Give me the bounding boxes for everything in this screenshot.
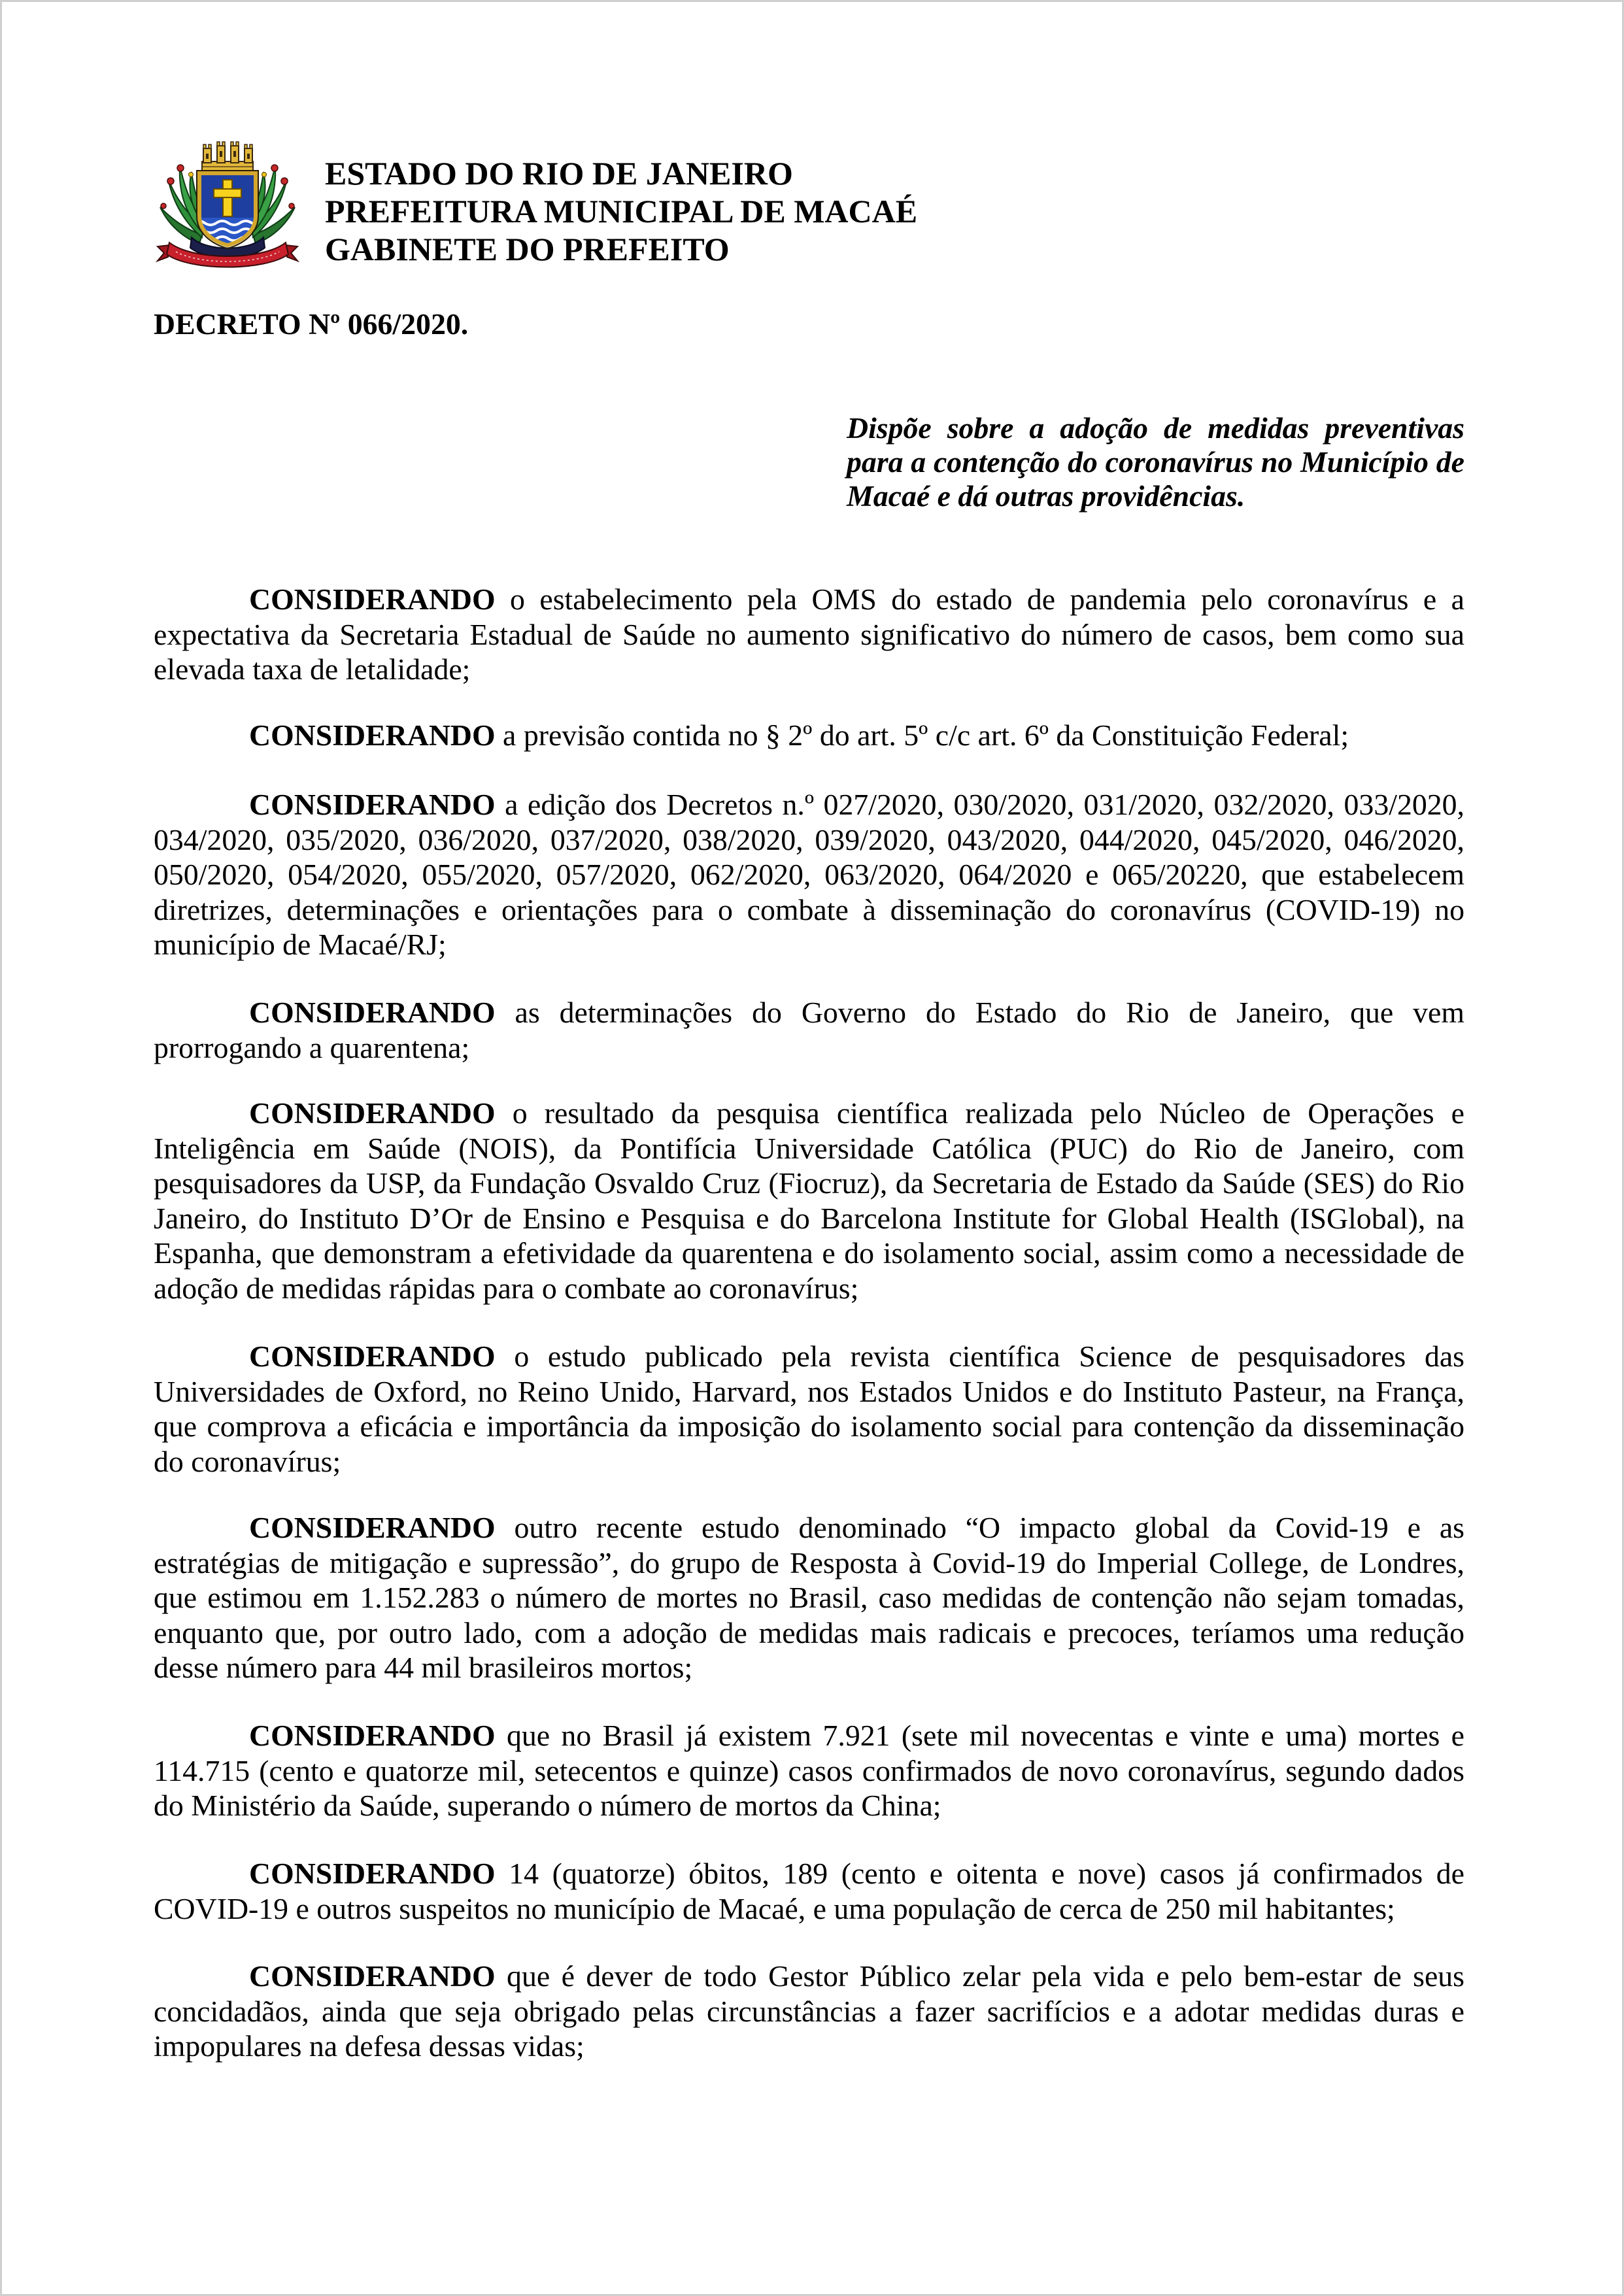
- considerando-text: o estabelecimento pela OMS do estado de pandemia pelo coronavírus e a expectativa da Secretaria Estadual de Saúde no aumento significativo do número de casos, bem como sua elevada taxa de letalidade;: [154, 582, 1464, 686]
- considerando-text: a previsão contida no § 2º do art. 5º c/c art. 6º da Constituição Federal;: [495, 718, 1349, 752]
- considerando-paragraph: [154, 1959, 1464, 2064]
- header-city-hall: PREFEITURA MUNICIPAL DE MACAÉ: [325, 193, 918, 229]
- header-state: ESTADO DO RIO DE JANEIRO: [325, 155, 793, 192]
- considerando-text: o estudo publicado pela revista científica Science de pesquisadores das Universidades de Oxford, no Reino Unido, Harvard, nos Estados Unidos e do Instituto Pasteur, na França, que comprova a eficácia e importância da imposição do isolamento social para contenção da disseminação do coronavírus;: [154, 1340, 1464, 1478]
- considerando-label: CONSIDERANDO: [249, 582, 496, 616]
- considerando-paragraph: [154, 1856, 1464, 1926]
- considerando-label: CONSIDERANDO: [249, 718, 496, 752]
- considerando-label: CONSIDERANDO: [249, 788, 496, 821]
- considerando-paragraph: [154, 1339, 1464, 1479]
- considerando-text: as determinações do Governo do Estado do Rio de Janeiro, que vem prorrogando a quarentena;: [154, 996, 1464, 1064]
- considerando-paragraph: [154, 1510, 1464, 1685]
- considerando-paragraph: [154, 787, 1464, 962]
- decree-title: DECRETO Nº 066/2020.: [154, 307, 469, 341]
- considerando-label: CONSIDERANDO: [249, 1340, 496, 1373]
- considerando-paragraph: [154, 582, 1464, 687]
- considerando-label: CONSIDERANDO: [249, 1959, 496, 1993]
- considerando-text: que é dever de todo Gestor Público zelar pela vida e pelo bem-estar de seus concidadãos, ainda que seja obrigado pelas circunstâncias a fazer sacrifícios e a adotar medidas duras e impopulares na defesa dessas vidas;: [154, 1959, 1464, 2063]
- considerando-text: 14 (quatorze) óbitos, 189 (cento e oitenta e nove) casos já confirmados de COVID-19 e outros suspeitos no município de Macaé, e uma população de cerca de 250 mil habitantes;: [154, 1857, 1464, 1925]
- coat-of-arms-icon: [154, 139, 301, 271]
- mural-crown: [202, 142, 253, 172]
- considerando-label: CONSIDERANDO: [249, 1096, 496, 1130]
- considerando-text: a edição dos Decretos n.º 027/2020, 030/2020, 031/2020, 032/2020, 033/2020, 034/2020, 035/2020, 036/2020, 037/2020, 038/2020, 039/2020, 043/2020, 044/2020, 045/2020, 046/2020, 050/2020, 054/2020, 055/2020, 057/2020, 062/2020, 063/2020, 064/2020 e 065/20220, que estabelecem diretrizes, determinações e orientações para o combate à disseminação do coronavírus (COVID-19) no município de Macaé/RJ;: [154, 788, 1464, 961]
- considerando-text: o resultado da pesquisa científica realizada pelo Núcleo de Operações e Inteligência em Saúde (NOIS), da Pontifícia Universidade Católica (PUC) do Rio de Janeiro, com pesquisadores da USP, da Fundação Osvaldo Cruz (Fiocruz), da Secretaria de Estado da Saúde (SES) do Rio Janeiro, do Instituto D’Or de Ensino e Pesquisa e do Barcelona Institute for Global Health (ISGlobal), na Espanha, que demonstram a efetividade da quarentena e do isolamento social, assim como a necessidade de adoção de medidas rápidas para o combate ao coronavírus;: [154, 1096, 1464, 1305]
- considerando-paragraph: [154, 1718, 1464, 1823]
- header-office: GABINETE DO PREFEITO: [325, 231, 730, 267]
- considerando-paragraph: [154, 995, 1464, 1065]
- considerando-text: outro recente estudo denominado “O impacto global da Covid-19 e as estratégias de mitigação e supressão”, do grupo de Resposta à Covid-19 do Imperial College, de Londres, que estimou em 1.152.283 o número de mortes no Brasil, caso medidas de contenção não sejam tomadas, enquanto que, por outro lado, com a adoção de medidas mais radicais e precoces, teríamos uma redução desse número para 44 mil brasileiros mortos;: [154, 1511, 1464, 1684]
- considerando-label: CONSIDERANDO: [249, 1719, 496, 1752]
- considerando-label: CONSIDERANDO: [249, 996, 496, 1029]
- considerando-text: que no Brasil já existem 7.921 (sete mil novecentas e vinte e uma) mortes e 114.715 (cento e quatorze mil, setecentos e quinze) casos confirmados de novo coronavírus, segundo dados do Ministério da Saúde, superando o número de mortos da China;: [154, 1719, 1464, 1822]
- decree-summary: Dispõe sobre a adoção de medidas preventivas para a contenção do coronavírus no Município de Macaé e dá outras providências.: [847, 411, 1464, 513]
- considerando-label: CONSIDERANDO: [249, 1857, 496, 1890]
- considerando-paragraph: [154, 718, 1464, 753]
- header-block: [325, 154, 917, 268]
- considerando-paragraph: [154, 1096, 1464, 1306]
- considerando-label: CONSIDERANDO: [249, 1511, 496, 1544]
